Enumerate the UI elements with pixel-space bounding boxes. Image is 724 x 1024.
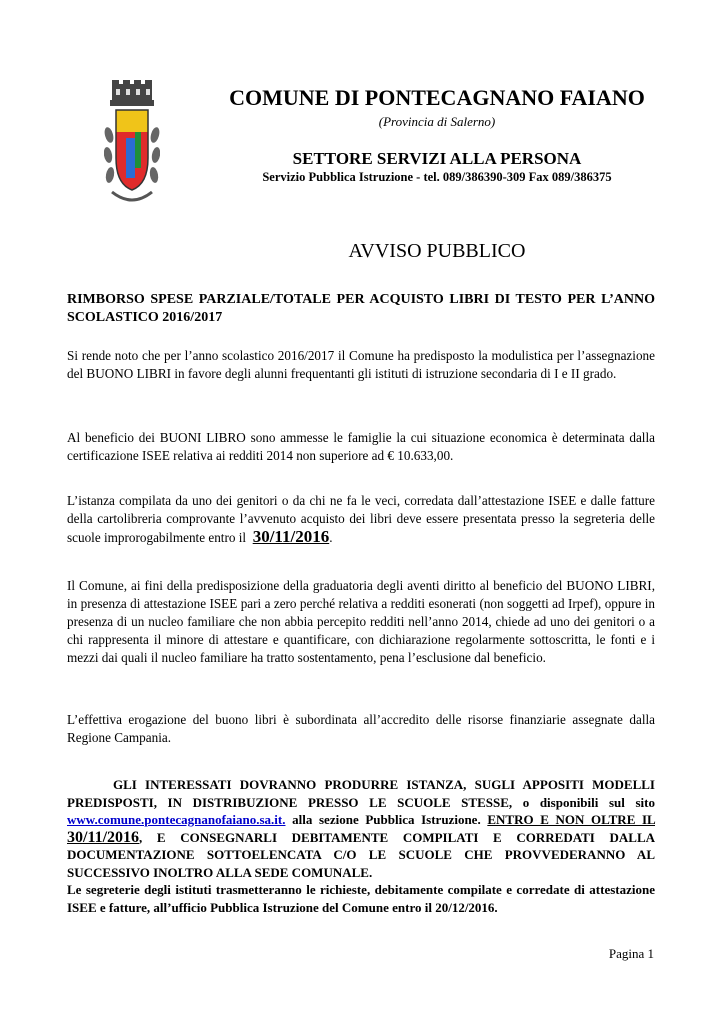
notice-part-1: GLI INTERESSATI DOVRANNO PRODURRE ISTANZA, SUGLI APPOSITI MODELLI PREDISPOSTI, IN DISTRIBUZIONE PRESSO LE SCUOLE STESSE, o disponibili sul sito xyxy=(67,777,655,810)
website-link[interactable]: www.comune.pontecagnanofaiano.sa.it. xyxy=(67,812,286,827)
paragraph-3-text: L’istanza compilata da uno dei genitori o da chi ne fa le veci, corredata dall’attestazione ISEE e dalle fatture della cartolibreria comprovante l’avvenuto acquisto dei libri deve essere presentata presso la segreteria delle scuole improrogabilmente entro il xyxy=(67,493,655,545)
paragraph-3 xyxy=(67,492,655,547)
paragraph-1: Si rende noto che per l’anno scolastico 2016/2017 il Comune ha predisposto la modulistica per l’assegnazione del BUONO LIBRI in favore degli alunni frequentanti gli istituti di istruzione secondaria di I e II grado. xyxy=(67,348,655,381)
submission-deadline: 30/11/2016 xyxy=(252,527,330,546)
notice-title: AVVISO PUBBLICO xyxy=(348,240,526,262)
paragraph-4: Il Comune, ai fini della predisposizione della graduatoria degli aventi diritto al beneficio del BUONO LIBRI, in presenza di attestazione ISEE pari a zero perché relativa a redditi esonerati (non soggetti ad Irpef), oppure in presenza di un nucleo familiare che non abbia percepito redditi nell’anno 2014, chiede ad uno dei genitori o a chi rappresenta il minore di attestare e quantificare, con dichiarazione regolarmente sottoscritta, le fonti e i mezzi dai quali il nucleo familiare ha tratto sostentamento, pena l’esclusione dal beneficio. xyxy=(67,578,655,665)
paragraph-3-end: . xyxy=(329,530,333,545)
notice-subject: RIMBORSO SPESE PARZIALE/TOTALE PER ACQUISTO LIBRI DI TESTO PER L’ANNO SCOLASTICO 2016/2017 xyxy=(67,292,655,325)
important-notice xyxy=(67,776,655,916)
notice-deadline-date: 30/11/2016 xyxy=(67,828,140,846)
notice-deadline-label: ENTRO E NON OLTRE IL xyxy=(487,812,656,827)
sector-name: SETTORE SERVIZI ALLA PERSONA xyxy=(292,149,582,168)
paragraph-2: Al beneficio dei BUONI LIBRO sono ammesse le famiglie la cui situazione economica è determinata dalla certificazione ISEE relativa ai redditi 2014 non superiore ad € 10.633,00. xyxy=(67,430,655,463)
paragraph-5: L’effettiva erogazione del buono libri è subordinata all’accredito delle risorse finanziarie assegnate dalla Regione Campania. xyxy=(67,712,655,745)
province-subtitle: (Provincia di Salerno) xyxy=(378,114,496,129)
notice-part-4: Le segreterie degli istituti trasmetteranno le richieste, debitamente compilate e corredate di attestazione ISEE e fatture, all’ufficio Pubblica Istruzione del Comune entro il 20/12/2016. xyxy=(67,882,655,915)
municipality-title: COMUNE DI PONTECAGNANO FAIANO xyxy=(229,85,645,110)
page-number: Pagina 1 xyxy=(608,946,654,961)
service-contact: Servizio Pubblica Istruzione - tel. 089/386390-309 Fax 089/386375 xyxy=(262,170,612,184)
notice-part-3: , E CONSEGNARLI DEBITAMENTE COMPILATI E CORREDATI DALLA DOCUMENTAZIONE SOTTOELENCATA C/O LE SCUOLE CHE PROVVEDERANNO AL SUCCESSIVO INOLTRO ALLA SEDE COMUNALE. xyxy=(67,829,655,880)
notice-part-2: alla sezione Pubblica Istruzione. xyxy=(292,812,481,827)
